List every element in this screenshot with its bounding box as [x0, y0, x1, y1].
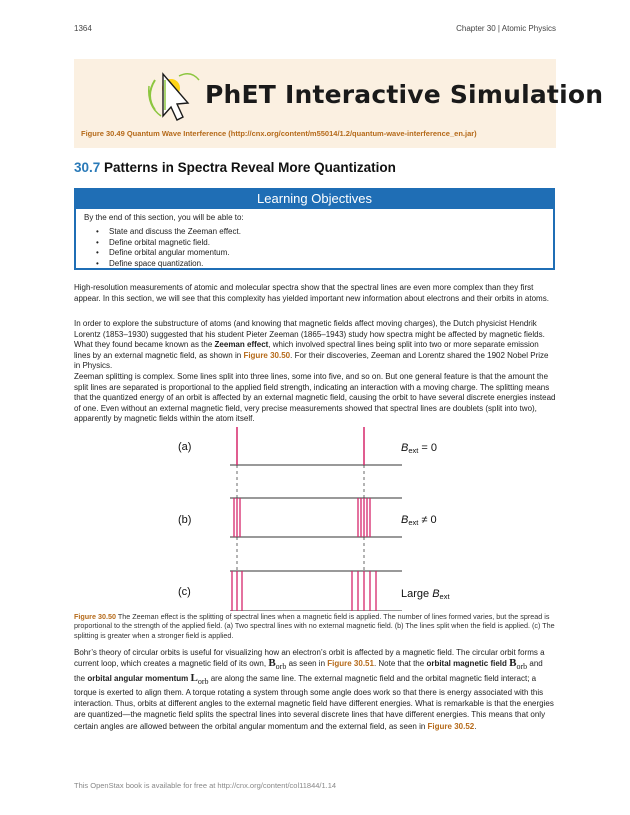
field-label-a: Bext = 0	[401, 442, 438, 455]
figure-label-b: (b)	[178, 514, 192, 526]
figure-caption: Figure 30.50 The Zeeman effect is the splitting of spectral lines when a magnetic field is applied. The number of lines formed varies, but the spread is proportional to the strength of the applied field. (a) Two spectral lines with no external magnetic field. (b) The lines split when the field is applied. (c) The splitting is greater when a stronger field is applied.	[74, 612, 555, 640]
figure-30-50-link[interactable]: Figure 30.50	[243, 350, 291, 360]
list-item: • Define orbital angular momentum.	[96, 248, 241, 259]
phet-title: PhET Interactive Simulation	[205, 80, 604, 109]
paragraph-zeeman-splitting: Zeeman splitting is complex. Some lines split into three lines, some into five, and so on. But one general feature is that the amount the split lines are separated is proportional to the applied field strength, indicating an interaction with a moving charge. The splitting means that the quantized energy of an orbit is affected by an external magnetic field, causing the orbit to have several discrete energies instead of one. Even without an external magnetic field, very precise measurements showed that spectral lines are doublets (split into two), apparently by magnetic fields within the atom itself.	[74, 372, 556, 424]
figure-label-c: (c)	[178, 586, 191, 598]
list-item: • Define orbital magnetic field.	[96, 238, 241, 249]
learning-objectives-list	[96, 227, 241, 269]
field-label-c: Large Bext	[401, 588, 450, 601]
figure-label-a: (a)	[178, 441, 192, 453]
zeeman-effect-term: Zeeman effect	[214, 340, 269, 350]
l-orb-symbol: $L_{orb}$	[190, 671, 209, 686]
b-orb-symbol: $B_{orb}$	[268, 657, 287, 672]
b-orb-symbol: $B_{orb}$	[509, 657, 528, 672]
phet-caption-link[interactable]: Figure 30.49 Quantum Wave Interference (http://cnx.org/content/m55014/1.2/quantum-wave-interference_en.jar)	[81, 129, 477, 138]
page-number: 1364	[74, 24, 92, 33]
section-number: 30.7	[74, 160, 101, 175]
footer-note: This OpenStax book is available for free at http://cnx.org/content/col11844/1.14	[74, 781, 337, 790]
paragraph-intro: High-resolution measurements of atomic and molecular spectra show that the spectral lines are even more complex than they first appear. In this section, we will see that this complexity has yielded important new information about electrons and their orbits in atoms.	[74, 283, 549, 303]
list-item: • Define space quantization.	[96, 259, 241, 270]
figure-30-51-link[interactable]: Figure 30.51	[327, 659, 374, 669]
figure-30-52-link[interactable]: Figure 30.52	[427, 721, 475, 731]
field-label-b: Bext ≠ 0	[401, 514, 437, 527]
list-item: • State and discuss the Zeeman effect.	[96, 227, 241, 238]
phet-logo-icon	[141, 66, 203, 126]
chapter-header: Chapter 30 | Atomic Physics	[456, 24, 556, 33]
section-title	[74, 160, 396, 175]
paragraph-zeeman-history: In order to explore the substructure of atoms (and knowing that magnetic fields affect moving charges), the Dutch physicist Hendrik Lorentz (1853–1930) suggested that his student Pieter Zeeman (1865–1943) study how spectra might be affected by magnetic fields. What they found became known as the Zeeman effect, which involved spectral lines being split into two or more separate emission lines by an external magnetic field, as shown in Figure 30.50. For their discoveries, Zeeman and Lorentz shared the 1902 Nobel Prize in Physics.	[74, 319, 549, 371]
learning-objectives-intro: By the end of this section, you will be able to:	[84, 213, 244, 222]
zeeman-figure	[170, 425, 460, 611]
learning-objectives-heading: Learning Objectives	[74, 188, 555, 209]
paragraph-bohr-orbits: Bohr’s theory of circular orbits is useful for visualizing how an electron’s orbit is affected by a magnetic field. The circular orbit forms a current loop, which creates a magnetic field of its own, $B_{orb}$ as seen in Figure 30.51. Note that the orbital magnetic field $B_{orb}$ and the orbital angular momentum $L_{orb}$ are along the same line. The external magnetic field and the orbital magnetic field interact; a torque is exerted to align them. A torque rotating a system through some angle does work so that there is energy associated with this interaction. Thus, orbits at different angles to the external magnetic field have different energies. What is remarkable is that the energies are quantized—the magnetic field splits the spectral lines into several discrete lines that have different energies. This means that only certain angles are allowed between the orbital angular momentum and the external field, as seen in Figure 30.52.	[74, 648, 554, 731]
section-heading: Patterns in Spectra Reveal More Quantization	[104, 160, 396, 175]
figure-caption-label: Figure 30.50	[74, 612, 116, 621]
